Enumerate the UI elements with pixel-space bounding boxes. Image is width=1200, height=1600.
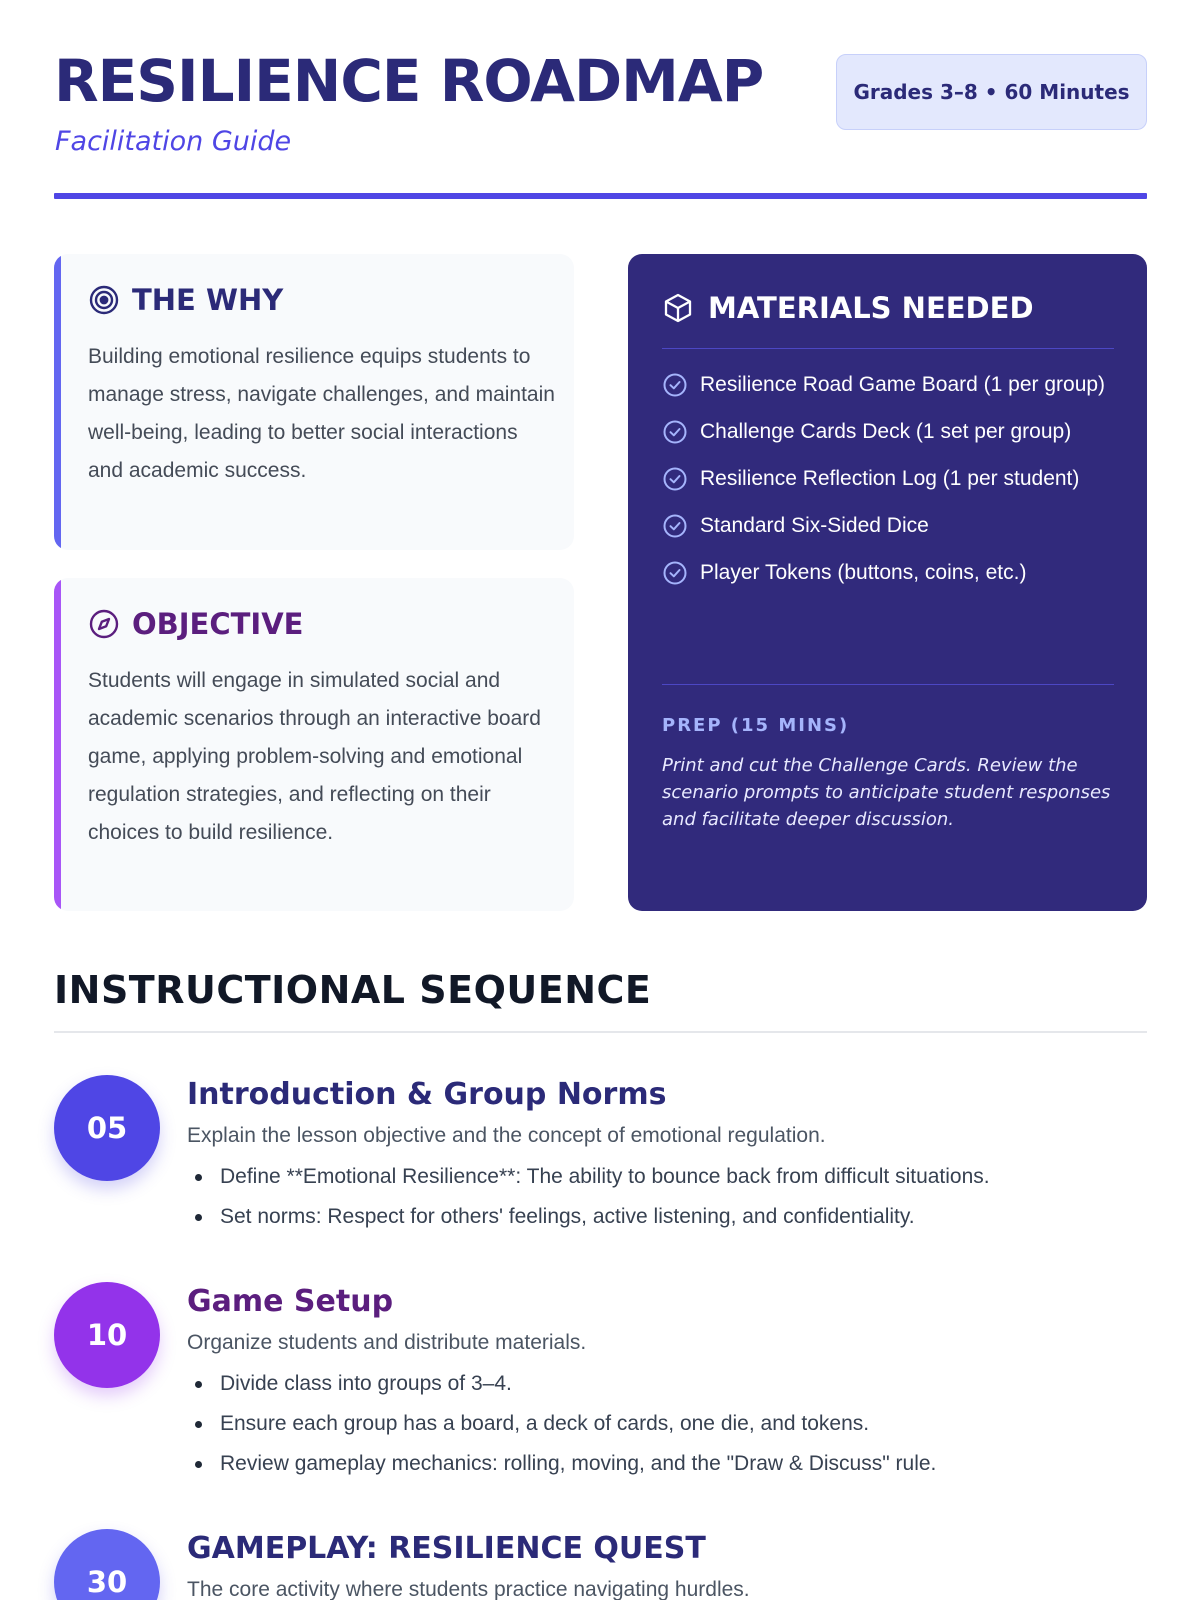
check-circle-icon — [662, 466, 688, 492]
compass-icon — [88, 608, 120, 640]
list-item — [662, 556, 1122, 589]
step-description: Explain the lesson objective and the concept of emotional regulation. — [187, 1124, 826, 1147]
section-divider — [54, 1031, 1147, 1033]
grade-duration-badge: Grades 3–8 • 60 Minutes — [836, 54, 1147, 130]
box-icon — [662, 292, 694, 324]
why-card-header — [88, 284, 283, 316]
step-minutes-badge: 10 — [54, 1282, 160, 1388]
card-accent-stripe — [54, 578, 61, 911]
materials-panel — [628, 254, 1147, 911]
step-minutes-badge: 05 — [54, 1075, 160, 1181]
prep-text: Print and cut the Challenge Cards. Review the scenario prompts to anticipate student responses and facilitate deeper discussion. — [662, 755, 1111, 830]
check-circle-icon — [662, 513, 688, 539]
step-title: Game Setup — [187, 1284, 394, 1319]
page-subtitle: Facilitation Guide — [55, 126, 292, 157]
objective-card — [54, 578, 574, 911]
step-description: Organize students and distribute materials. — [187, 1331, 587, 1354]
materials-divider — [662, 348, 1114, 349]
list-item: Ensure each group has a board, a deck of cards, one die, and tokens. — [187, 1411, 1147, 1437]
objective-title: OBJECTIVE — [132, 606, 304, 641]
list-item: Set norms: Respect for others' feelings, active listening, and confidentiality. — [187, 1204, 1147, 1230]
list-item: Define **Emotional Resilience**: The ability to bounce back from difficult situations. — [187, 1164, 1147, 1190]
objective-card-header — [88, 608, 303, 640]
list-item — [662, 368, 1122, 401]
objective-body: Students will engage in simulated social and academic scenarios through an interactive board game, applying problem-solving and emotional regulation strategies, and reflecting on their choices to build resilience. — [88, 669, 541, 844]
step-description: The core activity where students practice navigating hurdles. — [187, 1578, 750, 1600]
section-title: INSTRUCTIONAL SEQUENCE — [54, 968, 652, 1012]
material-label: Challenge Cards Deck (1 set per group) — [700, 420, 1072, 443]
page-header — [54, 47, 1147, 201]
material-label: Resilience Road Game Board (1 per group) — [700, 373, 1106, 396]
materials-header — [662, 292, 1034, 324]
list-item — [662, 509, 1122, 542]
list-item: Review gameplay mechanics: rolling, moving, and the "Draw & Discuss" rule. — [187, 1451, 1147, 1477]
why-title: THE WHY — [132, 282, 284, 317]
step-title: Introduction & Group Norms — [187, 1077, 667, 1112]
why-card — [54, 254, 574, 550]
step-bullet-list — [187, 1164, 1147, 1230]
step-content — [187, 1075, 1147, 1244]
list-item — [662, 415, 1122, 448]
materials-list — [662, 368, 1122, 603]
materials-divider — [662, 684, 1114, 685]
header-divider — [54, 193, 1147, 199]
list-item: Divide class into groups of 3–4. — [187, 1371, 1147, 1397]
page-title: RESILIENCE ROADMAP — [54, 47, 764, 115]
materials-title: MATERIALS NEEDED — [708, 290, 1034, 325]
prep-label: PREP (15 MINS) — [662, 715, 850, 736]
target-icon — [88, 284, 120, 316]
check-circle-icon — [662, 372, 688, 398]
material-label: Player Tokens (buttons, coins, etc.) — [700, 561, 1027, 584]
step-content — [187, 1529, 1147, 1600]
why-body: Building emotional resilience equips students to manage stress, navigate challenges, and maintain well-being, leading to better social interactions and academic success. — [88, 345, 555, 482]
step-title: GAMEPLAY: RESILIENCE QUEST — [187, 1531, 706, 1566]
material-label: Resilience Reflection Log (1 per student) — [700, 467, 1080, 490]
step-content — [187, 1282, 1147, 1491]
step-bullet-list — [187, 1371, 1147, 1477]
check-circle-icon — [662, 560, 688, 586]
list-item — [662, 462, 1122, 495]
material-label: Standard Six-Sided Dice — [700, 514, 929, 537]
check-circle-icon — [662, 419, 688, 445]
card-accent-stripe — [54, 254, 61, 550]
step-minutes-badge: 30 — [54, 1529, 160, 1600]
